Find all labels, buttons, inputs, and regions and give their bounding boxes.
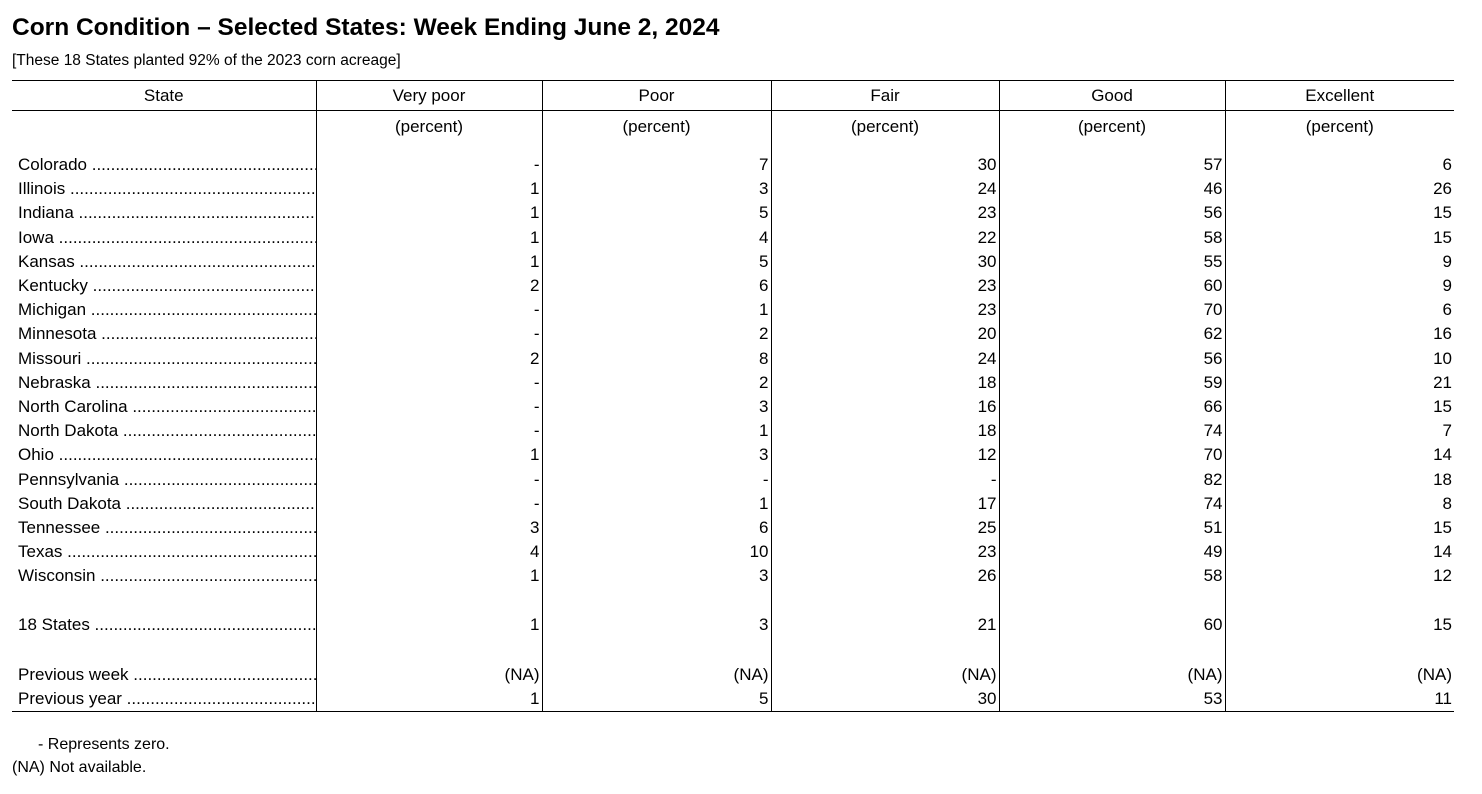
value-cell: (NA)	[316, 663, 542, 687]
value-cell: 17	[771, 492, 999, 516]
value-cell: 2	[542, 322, 771, 346]
value-cell: -	[771, 467, 999, 491]
value-cell: 5	[542, 201, 771, 225]
state-name-cell	[12, 516, 316, 540]
value-cell: 25	[771, 516, 999, 540]
value-cell: 59	[999, 371, 1225, 395]
footnote-na: (NA) Not available.	[12, 759, 147, 776]
state-name: Pennsylvania .....	[18, 470, 316, 489]
value-cell: 8	[542, 347, 771, 371]
table-row	[12, 371, 1454, 395]
value-cell: -	[316, 153, 542, 177]
value-cell: 55	[999, 250, 1225, 274]
value-cell: 5	[542, 250, 771, 274]
value-cell: 5	[542, 687, 771, 712]
table-row	[12, 467, 1454, 491]
value-cell: 7	[1225, 419, 1454, 443]
value-cell: 74	[999, 419, 1225, 443]
value-cell: (NA)	[999, 663, 1225, 687]
value-cell: 21	[771, 613, 999, 637]
state-name: Previous year .....	[18, 689, 316, 708]
value-cell: 4	[316, 540, 542, 564]
value-cell: 82	[999, 467, 1225, 491]
state-name: Colorado .....	[18, 155, 316, 174]
spacer-row	[12, 638, 1454, 663]
state-name-cell	[12, 226, 316, 250]
value-cell: -	[316, 492, 542, 516]
value-cell: 14	[1225, 443, 1454, 467]
state-name: Minnesota .....	[18, 324, 316, 343]
value-cell: 2	[316, 274, 542, 298]
value-cell: 9	[1225, 250, 1454, 274]
state-name: 18 States .....	[18, 615, 316, 634]
value-cell: 6	[1225, 298, 1454, 322]
value-cell: 60	[999, 274, 1225, 298]
value-cell: -	[316, 322, 542, 346]
value-cell: 26	[1225, 177, 1454, 201]
value-cell: 66	[999, 395, 1225, 419]
value-cell: 1	[542, 419, 771, 443]
value-cell: 18	[771, 419, 999, 443]
value-cell: 7	[542, 153, 771, 177]
value-cell: 20	[771, 322, 999, 346]
value-cell: 6	[542, 274, 771, 298]
table-row	[12, 419, 1454, 443]
value-cell: 58	[999, 226, 1225, 250]
column-header-state: State	[12, 81, 316, 111]
state-name: Tennessee .....	[18, 518, 316, 537]
state-name: North Carolina .....	[18, 397, 316, 416]
corn-condition-table	[12, 80, 1454, 712]
table-row	[12, 201, 1454, 225]
value-cell: 16	[1225, 322, 1454, 346]
value-cell: 26	[771, 564, 999, 588]
table-row	[12, 395, 1454, 419]
state-name-cell	[12, 467, 316, 491]
value-cell: 70	[999, 443, 1225, 467]
table-row	[12, 492, 1454, 516]
value-cell: 56	[999, 201, 1225, 225]
table-subtitle: [These 18 States planted 92% of the 2023 corn acreage]	[12, 52, 401, 69]
footnote-zero: - Represents zero.	[38, 736, 170, 753]
table-row	[12, 663, 1454, 687]
units-row	[12, 111, 1454, 154]
value-cell: 60	[999, 613, 1225, 637]
column-header-good: Good	[999, 81, 1225, 111]
column-header-very-poor: Very poor	[316, 81, 542, 111]
state-name: Michigan .....	[18, 300, 316, 319]
value-cell: 23	[771, 540, 999, 564]
value-cell: (NA)	[542, 663, 771, 687]
column-header-fair: Fair	[771, 81, 999, 111]
value-cell: 11	[1225, 687, 1454, 712]
value-cell: 3	[542, 564, 771, 588]
table-row	[12, 298, 1454, 322]
state-name: South Dakota .....	[18, 494, 316, 513]
state-name-cell	[12, 250, 316, 274]
value-cell: 1	[542, 298, 771, 322]
value-cell: 3	[542, 395, 771, 419]
value-cell: 3	[316, 516, 542, 540]
value-cell: 30	[771, 153, 999, 177]
value-cell: 46	[999, 177, 1225, 201]
value-cell: 1	[316, 564, 542, 588]
value-cell: 16	[771, 395, 999, 419]
state-name: Kansas .....	[18, 252, 316, 271]
unit-label: (percent)	[542, 111, 771, 154]
value-cell: 4	[542, 226, 771, 250]
table-row	[12, 516, 1454, 540]
table-row	[12, 177, 1454, 201]
state-name: Ohio .....	[18, 445, 316, 464]
state-name: Nebraska .....	[18, 373, 316, 392]
value-cell: 53	[999, 687, 1225, 712]
unit-label: (percent)	[771, 111, 999, 154]
value-cell: 1	[316, 201, 542, 225]
column-header-poor: Poor	[542, 81, 771, 111]
value-cell: 9	[1225, 274, 1454, 298]
value-cell: 14	[1225, 540, 1454, 564]
value-cell: 3	[542, 443, 771, 467]
table-row	[12, 322, 1454, 346]
value-cell: 24	[771, 347, 999, 371]
value-cell: 62	[999, 322, 1225, 346]
value-cell: 2	[316, 347, 542, 371]
value-cell: 2	[542, 371, 771, 395]
value-cell: 1	[542, 492, 771, 516]
value-cell: 74	[999, 492, 1225, 516]
value-cell: 23	[771, 274, 999, 298]
state-name-cell	[12, 274, 316, 298]
state-name-cell	[12, 298, 316, 322]
state-name-cell	[12, 322, 316, 346]
value-cell: 58	[999, 564, 1225, 588]
state-name-cell	[12, 371, 316, 395]
table-row	[12, 687, 1454, 712]
value-cell: 21	[1225, 371, 1454, 395]
value-cell: 6	[1225, 153, 1454, 177]
value-cell: 12	[1225, 564, 1454, 588]
table-row	[12, 274, 1454, 298]
value-cell: 15	[1225, 516, 1454, 540]
state-name: Iowa .....	[18, 228, 316, 247]
value-cell: 6	[542, 516, 771, 540]
value-cell: 30	[771, 250, 999, 274]
value-cell: 30	[771, 687, 999, 712]
state-name-cell	[12, 201, 316, 225]
spacer-row	[12, 588, 1454, 613]
value-cell: 1	[316, 613, 542, 637]
value-cell: 10	[542, 540, 771, 564]
value-cell: 23	[771, 298, 999, 322]
value-cell: 8	[1225, 492, 1454, 516]
value-cell: 15	[1225, 201, 1454, 225]
unit-label: (percent)	[1225, 111, 1454, 154]
value-cell: 15	[1225, 226, 1454, 250]
state-name-cell	[12, 613, 316, 637]
state-name-cell	[12, 443, 316, 467]
value-cell: 10	[1225, 347, 1454, 371]
value-cell: -	[316, 371, 542, 395]
value-cell: 18	[1225, 467, 1454, 491]
table-row	[12, 226, 1454, 250]
column-header-excellent: Excellent	[1225, 81, 1454, 111]
state-name-cell	[12, 663, 316, 687]
state-name-cell	[12, 492, 316, 516]
table-title: Corn Condition – Selected States: Week Ending June 2, 2024	[12, 14, 720, 41]
table-row	[12, 540, 1454, 564]
value-cell: 3	[542, 177, 771, 201]
value-cell: -	[316, 298, 542, 322]
value-cell: 49	[999, 540, 1225, 564]
state-name: Illinois .....	[18, 179, 316, 198]
value-cell: 1	[316, 177, 542, 201]
state-name: Missouri .....	[18, 349, 316, 368]
state-name: Kentucky .....	[18, 276, 316, 295]
value-cell: 1	[316, 226, 542, 250]
value-cell: 23	[771, 201, 999, 225]
state-name-cell	[12, 419, 316, 443]
table-row	[12, 443, 1454, 467]
table-row	[12, 347, 1454, 371]
value-cell: (NA)	[1225, 663, 1454, 687]
value-cell: 70	[999, 298, 1225, 322]
state-name: Texas .....	[18, 542, 316, 561]
table-row	[12, 153, 1454, 177]
state-name-cell	[12, 177, 316, 201]
value-cell: -	[316, 419, 542, 443]
state-name-cell	[12, 687, 316, 712]
value-cell: 56	[999, 347, 1225, 371]
value-cell: 1	[316, 687, 542, 712]
value-cell: 57	[999, 153, 1225, 177]
value-cell: 15	[1225, 613, 1454, 637]
state-name-cell	[12, 395, 316, 419]
table-row	[12, 564, 1454, 588]
value-cell: 51	[999, 516, 1225, 540]
value-cell: 22	[771, 226, 999, 250]
header-row	[12, 81, 1454, 111]
state-name-cell	[12, 540, 316, 564]
state-name: Wisconsin .....	[18, 566, 316, 585]
state-name: Previous week .....	[18, 665, 316, 684]
value-cell: 15	[1225, 395, 1454, 419]
value-cell: 1	[316, 250, 542, 274]
value-cell: 3	[542, 613, 771, 637]
value-cell: -	[316, 467, 542, 491]
value-cell: (NA)	[771, 663, 999, 687]
state-name: Indiana .....	[18, 203, 316, 222]
value-cell: -	[316, 395, 542, 419]
table-row	[12, 613, 1454, 637]
table-row	[12, 250, 1454, 274]
value-cell: 18	[771, 371, 999, 395]
unit-label: (percent)	[999, 111, 1225, 154]
state-name-cell	[12, 564, 316, 588]
unit-label: (percent)	[316, 111, 542, 154]
state-name-cell	[12, 153, 316, 177]
value-cell: 12	[771, 443, 999, 467]
value-cell: 24	[771, 177, 999, 201]
state-name-cell	[12, 347, 316, 371]
value-cell: -	[542, 467, 771, 491]
state-name: North Dakota .....	[18, 421, 316, 440]
value-cell: 1	[316, 443, 542, 467]
